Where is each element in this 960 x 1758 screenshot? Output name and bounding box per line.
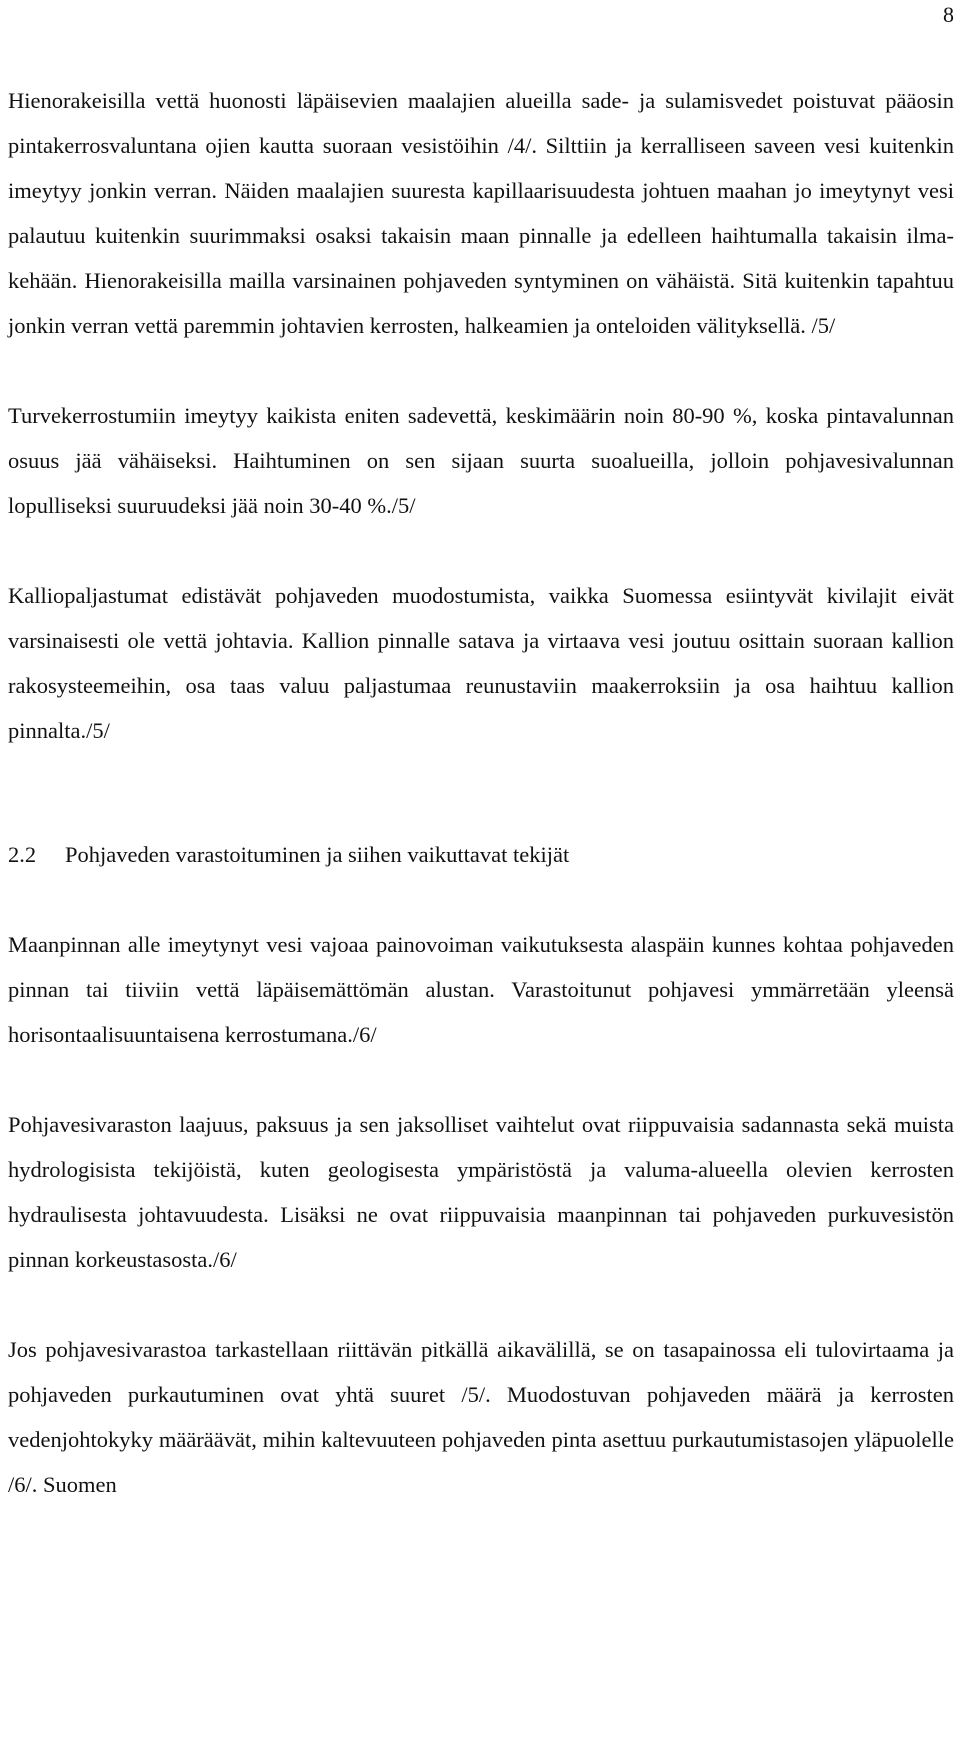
paragraph-storage-extent: Pohjavesivaraston laajuus, paksuus ja sen jaksolliset vaihtelut ovat riippuvaisia sadannasta sekä muista hydrologisista tekijöistä, kuten geologisesta ympäristöstä ja valuma-alueella olevien kerrosten hydraulisesta johtavuudesta. Lisäksi ne ovat riippuvaisia maanpinnan tai pohjaveden purkuvesistön pinnan korkeustasosta./6/	[8, 1112, 954, 1272]
paragraph-fine-grained-soils: Hienorakeisilla vettä huonosti läpäisevien maalajien alueilla sade- ja sulamisvedet poistuvat pääosin pintakerrosvaluntana ojien kautta suoraan vesistöihin /4/. Silttiin ja kerralliseen saveen vesi kuitenkin imeytyy jonkin verran. Näiden maalajien suuresta kapillaarisuudesta johtuen maahan jo imeytynyt vesi palautuu kuitenkin suurimmaksi osaksi takaisin maan pinnalle ja edelleen haihtumalla takaisin ilmakehään. Hienorakeisilla mailla varsinainen pohjaveden syntyminen on vähäistä. Sitä kuitenkin tapahtuu jonkin verran vettä paremmin johtavien kerrosten, halkeamien ja onteloiden välityksellä. /5/	[8, 88, 954, 338]
paragraph-peat-deposits: Turvekerrostumiin imeytyy kaikista eniten sadevettä, keskimäärin noin 80-90 %, koska pintavalunnan osuus jää vähäiseksi. Haihtuminen on sen sijaan suurta suoalueilla, jolloin pohjavesivalunnan lopulliseksi suuruudeksi jää noin 30-40 %./5/	[8, 403, 954, 518]
paragraph-storage-balance: Jos pohjavesivarastoa tarkastellaan riittävän pitkällä aikavälillä, se on tasapainossa eli tulovirtaama ja pohjaveden purkautuminen ovat yhtä suuret /5/. Muodostuvan pohjaveden määrä ja kerrosten vedenjohtokyky määräävät, mihin kaltevuuteen pohjaveden pinta asettuu purkautumistasojen yläpuolelle /6/. Suomen	[8, 1337, 954, 1497]
document-body	[8, 78, 954, 1507]
paragraph-groundwater-storage: Maanpinnan alle imeytynyt vesi vajoaa painovoiman vaikutuksesta alaspäin kunnes kohtaa pohjaveden pinnan tai tiiviin vettä läpäisemättömän alustan. Varastoitunut pohjavesi ymmärretään yleensä horisontaalisuuntaisena kerrostumana./6/	[8, 932, 954, 1047]
section-number: 2.2	[8, 842, 37, 867]
section-title: Pohjaveden varastoituminen ja siihen vaikuttavat tekijät	[65, 842, 570, 867]
paragraph-bedrock-outcrops: Kalliopaljastumat edistävät pohjaveden muodostumista, vaikka Suomessa esiintyvät kivilajit eivät varsinaisesti ole vettä johtavia. Kallion pinnalle satava ja virtaava vesi joutuu osittain suoraan kallion rakosysteemeihin, osa taas valuu paljastumaa reunustaviin maakerroksiin ja osa haihtuu kallion pinnalta./5/	[8, 583, 954, 743]
page-number: 8	[943, 2, 954, 27]
section-heading	[8, 832, 954, 877]
